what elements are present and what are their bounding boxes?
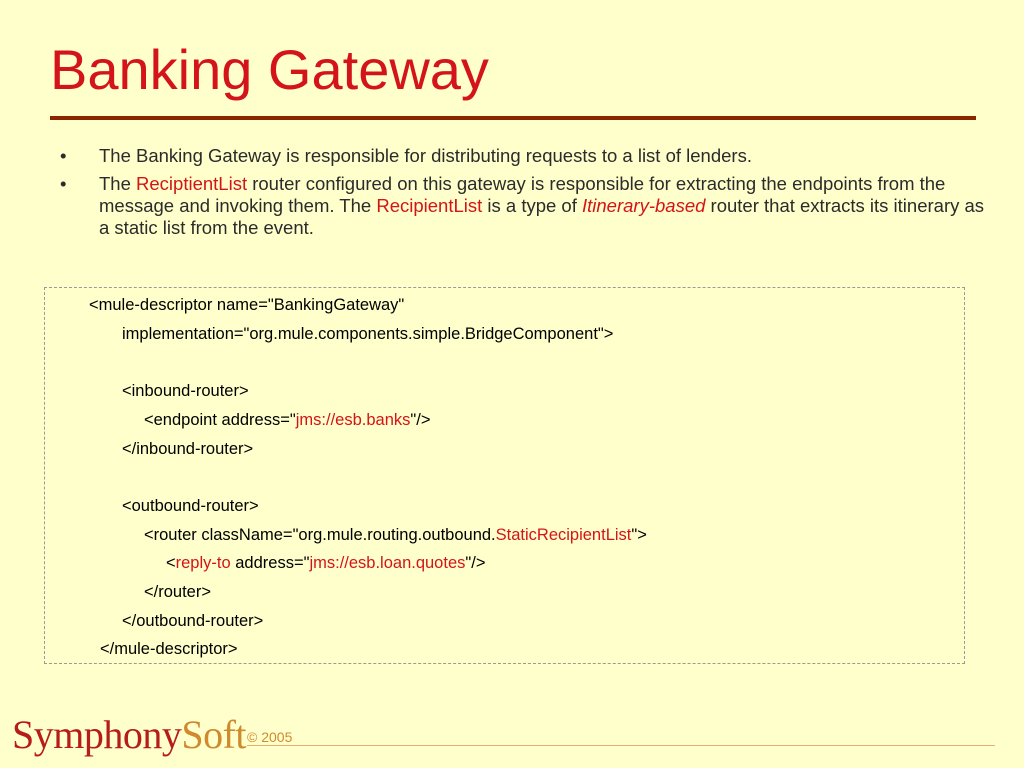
title-underline	[50, 116, 976, 120]
bullet-text: is a type of	[482, 195, 582, 216]
code-text: </outbound-router>	[122, 612, 264, 630]
code-highlight: reply-to	[175, 554, 231, 572]
logo-text-soft: Soft	[181, 712, 247, 757]
logo-text-symphony: Symphony	[12, 712, 182, 757]
bullet-text: The Banking Gateway is responsible for distributing requests to a list of lenders.	[99, 145, 752, 166]
code-line	[122, 324, 613, 344]
bullet-text: router that extracts its itinerary as a static list from the event.	[99, 195, 985, 238]
bullet-text: The	[99, 173, 137, 194]
code-line	[122, 439, 253, 459]
code-text: ">	[631, 526, 647, 544]
bullet-marker: •	[60, 173, 67, 194]
code-text: implementation="org.mule.components.simple.BridgeComponent">	[122, 325, 614, 343]
code-line	[144, 582, 211, 602]
term-recipientlist: RecipientList	[376, 195, 483, 216]
term-itinerary-based: Itinerary-based	[582, 195, 706, 216]
code-line	[144, 410, 430, 430]
bullet-list	[60, 145, 990, 245]
code-text: <inbound-router>	[122, 382, 249, 400]
code-line	[89, 295, 404, 315]
code-text: </inbound-router>	[122, 440, 254, 458]
code-line	[122, 381, 249, 401]
code-line	[100, 639, 238, 659]
code-line	[144, 525, 647, 545]
code-text: <mule-descriptor name="BankingGateway"	[89, 296, 405, 314]
symphonysoft-logo	[12, 712, 247, 757]
code-text: <outbound-router>	[122, 497, 259, 515]
copyright-notice: © 2005	[247, 729, 293, 745]
bullet-item	[60, 173, 990, 239]
code-block	[44, 287, 965, 664]
bullet-text: router configured on this gateway is responsible for extracting the endpoints from the message and invoking them. The	[99, 173, 946, 216]
bullet-item	[60, 145, 990, 167]
code-line	[122, 611, 263, 631]
code-text: </mule-descriptor>	[100, 640, 238, 658]
bullet-marker: •	[60, 145, 67, 166]
code-text: <endpoint address="	[144, 411, 296, 429]
code-highlight: StaticRecipientList	[495, 526, 632, 544]
code-text: "/>	[465, 554, 486, 572]
code-line	[166, 553, 485, 573]
code-highlight: jms://esb.loan.quotes	[309, 554, 466, 572]
code-text: <	[166, 554, 176, 572]
code-line	[122, 496, 259, 516]
code-text: <router className="org.mule.routing.outbound.	[144, 526, 496, 544]
code-text: </router>	[144, 583, 211, 601]
term-reciptientlist: ReciptientList	[136, 173, 248, 194]
code-highlight: jms://esb.banks	[295, 411, 411, 429]
code-text: "/>	[410, 411, 431, 429]
footer-divider	[247, 745, 995, 746]
code-text: address="	[230, 554, 310, 572]
slide-title: Banking Gateway	[50, 38, 489, 101]
